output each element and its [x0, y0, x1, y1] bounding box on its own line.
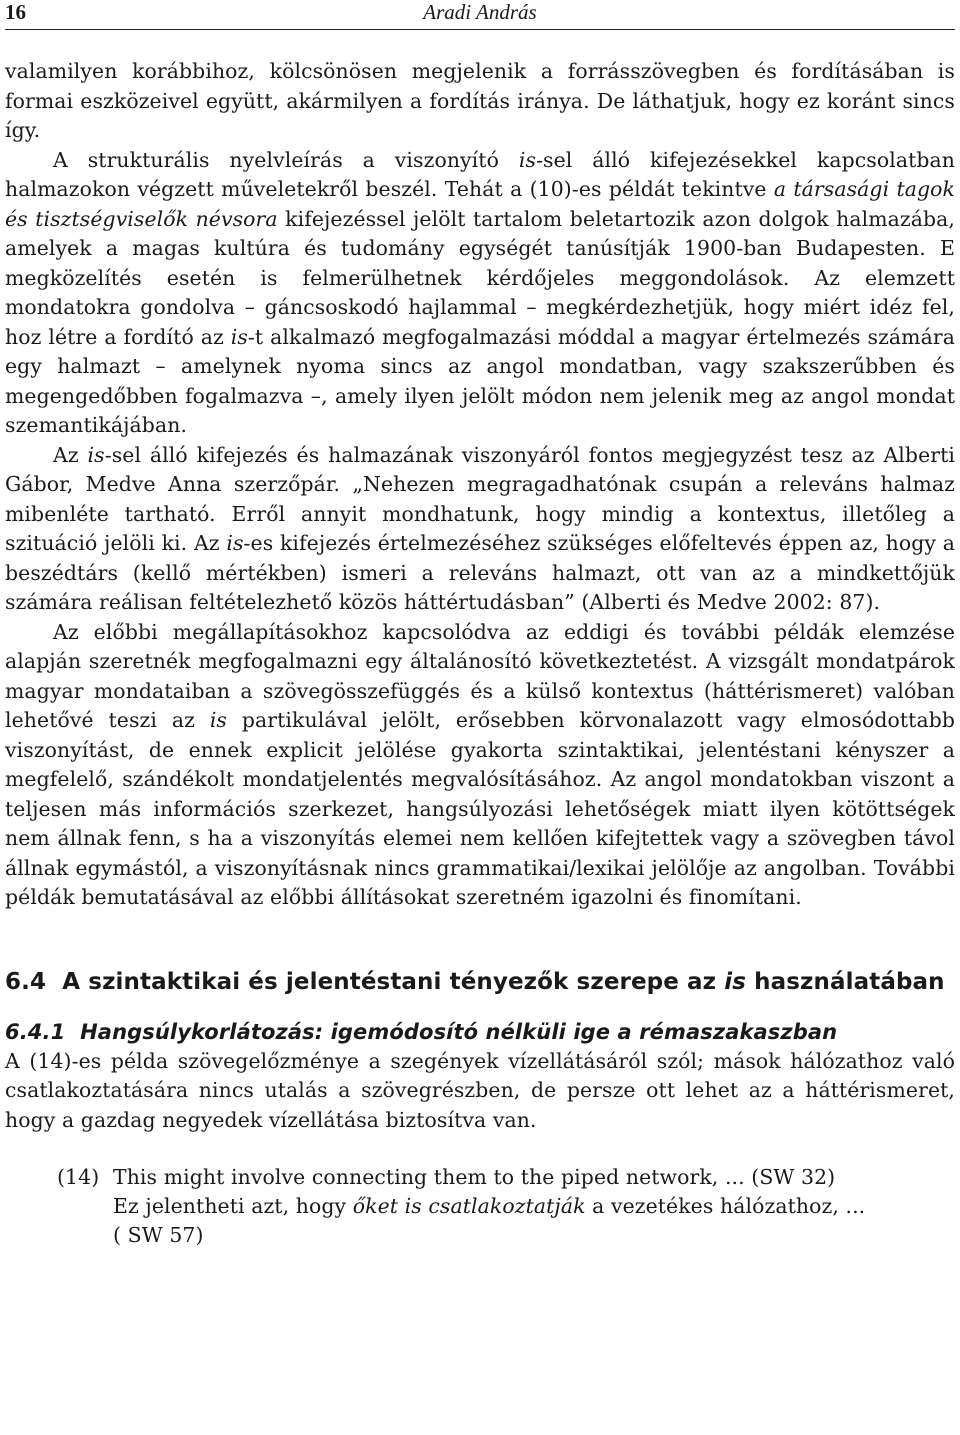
book-page: [5, 0, 955, 1250]
example-number: (14): [57, 1165, 100, 1189]
paragraph-2: [5, 146, 955, 441]
example-hungarian-italic: őket is csatlakoztatják: [352, 1194, 586, 1218]
paragraph-4: [5, 618, 955, 913]
example-14: [5, 1163, 955, 1250]
paragraph-2-text-4: -t alkalmazó megfogalmazási móddal a magyar értelmezés számára egy halmazt – amelynek nyoma sincs az angol mondatban, vagy szakszerűbben és megengedőbben fogalmazva –, amely ilyen jelölt módon nem jelenik meg az angol mondat szemantikájában.: [5, 324, 955, 437]
paragraph-2-italic-1: is: [518, 147, 537, 172]
section-number: 6.4: [5, 968, 47, 995]
example-hungarian-text-1: Ez jelentheti azt, hogy: [113, 1194, 353, 1218]
example-hungarian-text-2: a vezetékes hálózathoz, ...: [585, 1194, 866, 1218]
section-title-text-2: használatában: [746, 968, 945, 995]
paragraph-4-text-1: Az előbbi megállapításokhoz kapcsolódva az eddigi és további példák elemzése alapján szeretnék megfogalmazni egy általánosító következtetést. A vizsgált mondatpárok magyar mondataiban a szövegösszefüggés és a külső kontextus (háttérismeret) valóban lehetővé teszi az: [5, 619, 955, 732]
paragraph-1-text: valamilyen korábbihoz, kölcsönösen megjelenik a forrásszövegben és fordításában is formai eszközeivel együtt, akármilyen a fordítás iránya. De láthatjuk, hogy ez koránt sincs így.: [5, 59, 955, 142]
paragraph-3-text-2: -sel álló kifejezés és halmazának viszonyáról fontos megjegyzést tesz az Alberti Gábor, Medve Anna szerzőpár. „Nehezen megragadhatónak csupán a releváns halmaz mibenléte tartható. Erről annyit mondhatunk, hogy mindig a kontextus, illetőleg a szituáció jelöli ki. Az: [5, 442, 956, 555]
paragraph-2-italic-3: is: [230, 324, 248, 349]
paragraph-3-text-1: Az: [53, 442, 88, 467]
subsection-number: 6.4.1: [5, 1019, 66, 1044]
paragraph-3-italic-2: is: [226, 531, 244, 555]
subsection-title: Hangsúlykorlátozás: igemódosító nélküli ige a rémaszakaszban: [80, 1019, 838, 1044]
paragraph-4-text-2: partikulával jelölt, erősebben körvonalazott vagy elmosódottabb viszonyítást, de ennek explicit jelölése gyakorta szintaktikai, jelentéstani kényszer a megfelelő, szándékolt mondatjelentés megvalósításához. Az angol mondatokban viszont a teljesen más információs szerkezet, hangsúlyozási lehetőségek miatt ilyen kötöttségek nem állnak fenn, s ha a viszonyítás elemei nem kellően kifejtettek vagy a szövegben távol állnak egymástól, a viszonyításnak nincs grammatikai/lexikai jelölője az angolban. További példák bemutatásával az előbbi állításokat szeretném igazolni és finomítani.: [5, 708, 956, 909]
page-number: 16: [5, 0, 26, 24]
section-title-italic: is: [724, 968, 747, 995]
paragraph-1: [5, 57, 955, 146]
subsection-heading: [5, 1017, 955, 1047]
paragraph-2-text-3: kifejezéssel jelölt tartalom beletartozik azon dolgok halmazába, amelyek a magas kultúra és tudomány egységét tanúsítják 1900-ban Budapesten. E megközelítés esetén is felmerülhetnek kérdőjeles meggondolások. Az elemzett mondatokra gondolva – gáncsoskodó hajlammal – megkérdezhetjük, hogy miért idéz fel, hoz létre a fordító az: [5, 206, 956, 349]
paragraph-2-italic-2: a társasági tagok és tisztségviselők névsora: [5, 177, 955, 231]
paragraph-3: [5, 441, 955, 618]
paragraph-3-italic-1: is: [87, 442, 105, 467]
header-rule: [5, 29, 955, 30]
example-hungarian-line: [113, 1192, 955, 1221]
subsection-paragraph-text: A (14)-es példa szövegelőzménye a szegények vízellátásáról szól; mások hálózathoz való csatlakoztatására nincs utalás a szövegrészben, de persze ott lehet az a háttérismeret, hogy a gazdag negyedek vízellátása biztosítva van.: [5, 1048, 955, 1132]
paragraph-4-italic-1: is: [209, 708, 227, 732]
section-title-text: A szintaktikai és jelentéstani tényezők szerepe az: [62, 968, 725, 995]
example-lines: [113, 1163, 955, 1250]
running-head: [5, 0, 955, 30]
example-english-line: This might involve connecting them to the piped network, ... (SW 32): [113, 1165, 836, 1189]
example-source-line: ( SW 57): [113, 1223, 204, 1247]
subsection-paragraph: [5, 1047, 955, 1136]
paragraph-3-text-3: -es kifejezés értelmezéséhez szükséges előfeltevés éppen az, hogy a beszédtárs (kellő mértékben) ismeri a releváns halmazt, ott van az a mindkettőjük számára reálisan feltételezhető közös háttértudásban” (Alberti és Medve 2002: 87).: [5, 531, 955, 614]
paragraph-2-text-1: A strukturális nyelvleírás a viszonyító: [53, 147, 519, 172]
paragraph-2-text-2: -sel álló kifejezésekkel kapcsolatban halmazokon végzett műveletekről beszél. Tehát a (10)-es példát tekintve: [5, 147, 956, 201]
main-text: [5, 57, 955, 1250]
section-heading: [5, 967, 955, 997]
running-head-author: Aradi András: [423, 0, 537, 24]
